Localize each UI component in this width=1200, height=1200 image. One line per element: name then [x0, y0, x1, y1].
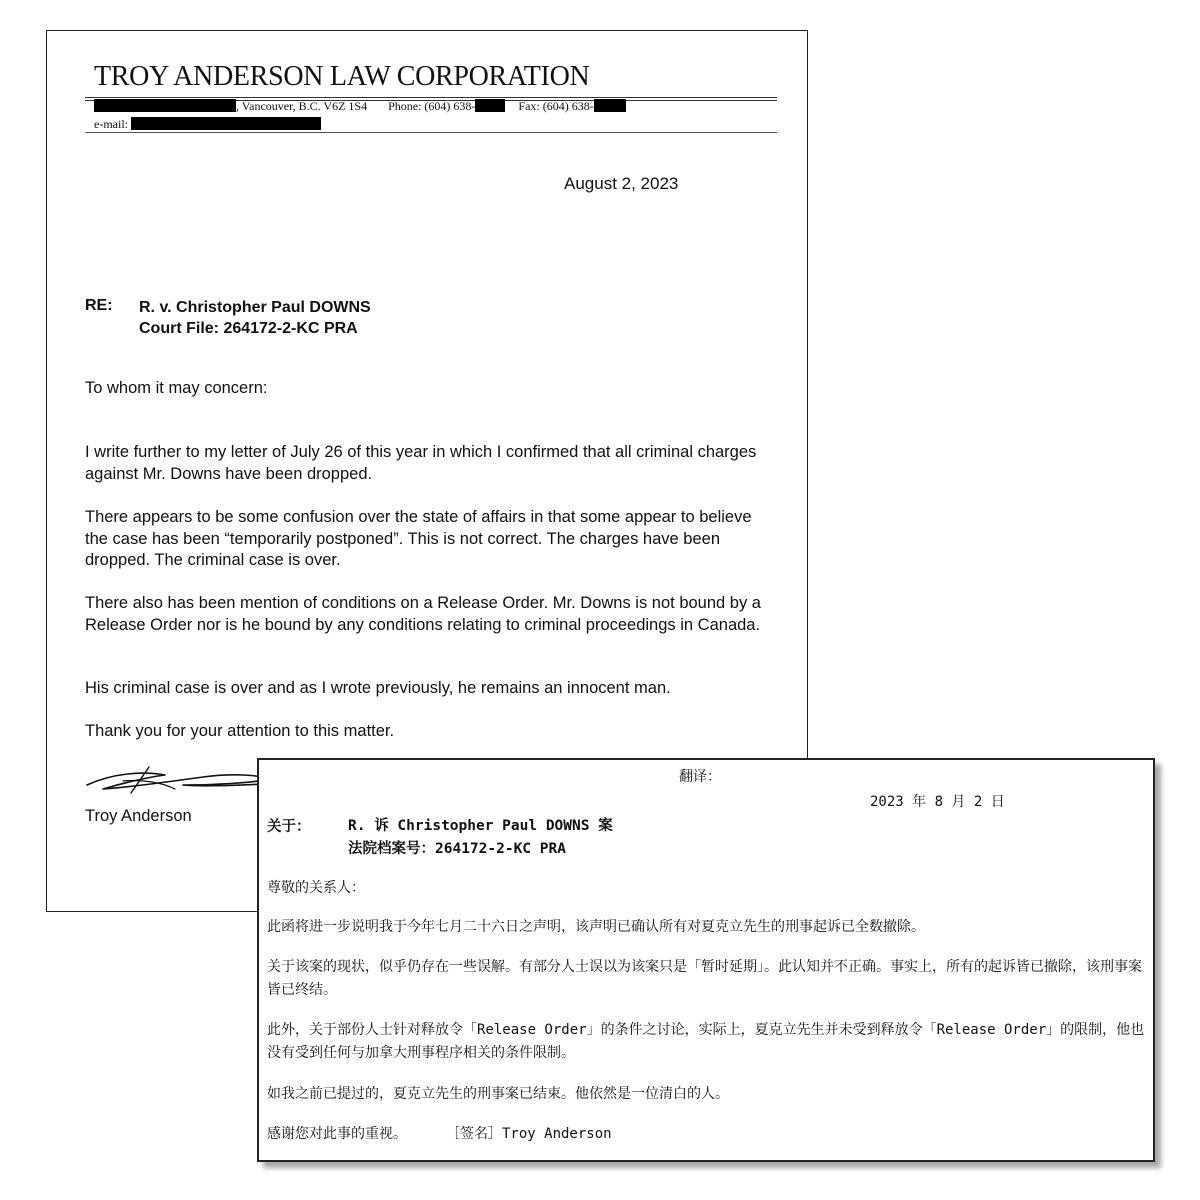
- translation-panel: [257, 758, 1155, 1162]
- translation-paragraph-3: 此外，关于部份人士针对释放令「Release Order」的条件之讨论，实际上，夏克立先生并未受到释放令「Release Order」的限制，他也没有受到任何与加拿大刑事程序相关的条件限制。: [267, 1022, 1145, 1061]
- re-case-name: R. v. Christopher Paul DOWNS: [139, 299, 371, 316]
- translation-date: 2023 年 8 月 2 日: [870, 794, 1005, 810]
- translation-closing: [267, 1123, 1152, 1146]
- translation-paragraph-4: 如我之前已提过的，夏克立先生的刑事案已结束。他依然是一位清白的人。: [267, 1086, 729, 1102]
- letterhead-email-line: [94, 117, 321, 131]
- body-paragraph-2: There appears to be some confusion over the state of affairs in that some appear to believe the case has been “temporarily postponed”. This is not correct. The charges have been dropped. The criminal case is over.: [85, 508, 752, 569]
- fax-label: Fax: (604) 638-: [518, 99, 594, 113]
- redacted-phone: [475, 99, 505, 112]
- letterhead-address-line: [94, 99, 626, 113]
- redacted-street-address: [94, 99, 236, 112]
- letterhead-rule-top: [85, 97, 777, 98]
- letterhead-firm-name: TROY ANDERSON LAW CORPORATION: [94, 61, 590, 92]
- re-subject: [139, 297, 371, 339]
- body-paragraph-3: There also has been mention of conditions on a Release Order. Mr. Downs is not bound by a Release Order nor is he bound by any conditions relating to criminal proceedings in Canada.: [85, 594, 761, 634]
- translation-signature: ［签名］Troy Anderson: [453, 1126, 612, 1142]
- re-label: RE:: [85, 297, 113, 314]
- translation-thanks: 感谢您对此事的重视。: [267, 1126, 407, 1142]
- translation-title: 翻译：: [679, 769, 721, 785]
- phone-label: Phone: (604) 638-: [388, 99, 476, 113]
- translation-salutation: 尊敬的关系人：: [267, 880, 365, 896]
- body-paragraph-4: His criminal case is over and as I wrote previously, he remains an innocent man.: [85, 679, 671, 697]
- translation-re-case-name: R. 诉 Christopher Paul DOWNS 案: [348, 818, 613, 834]
- body-paragraph-5: Thank you for your attention to this matter.: [85, 722, 395, 740]
- letterhead-rule-bottom: [85, 132, 777, 133]
- translation-re-subject: [348, 815, 613, 861]
- signer-name: Troy Anderson: [85, 807, 192, 825]
- translation-re-label: 关于：: [267, 819, 311, 835]
- translation-paragraph-2: 关于该案的现状，似乎仍存在一些误解。有部分人士误以为该案只是「暂时延期」。此认知并不正确。事实上，所有的起诉皆已撤除，该刑事案皆已终结。: [267, 959, 1142, 998]
- body-paragraph-1: I write further to my letter of July 26 of this year in which I confirmed that all criminal charges against Mr. Downs have been dropped.: [85, 443, 757, 483]
- address-city: , Vancouver, B.C. V6Z 1S4: [236, 99, 368, 113]
- re-court-file: Court File: 264172-2-KC PRA: [139, 320, 358, 337]
- translation-re-court-file: 法院档案号：264172-2-KC PRA: [348, 841, 566, 857]
- letter-date: August 2, 2023: [564, 174, 679, 193]
- translation-paragraph-1: 此函将进一步说明我于今年七月二十六日之声明，该声明已确认所有对夏克立先生的刑事起诉已全数撤除。: [267, 919, 925, 935]
- redacted-email: [131, 117, 321, 130]
- redacted-fax: [594, 99, 626, 112]
- email-label: e-mail:: [94, 117, 128, 131]
- salutation: To whom it may concern:: [85, 379, 268, 397]
